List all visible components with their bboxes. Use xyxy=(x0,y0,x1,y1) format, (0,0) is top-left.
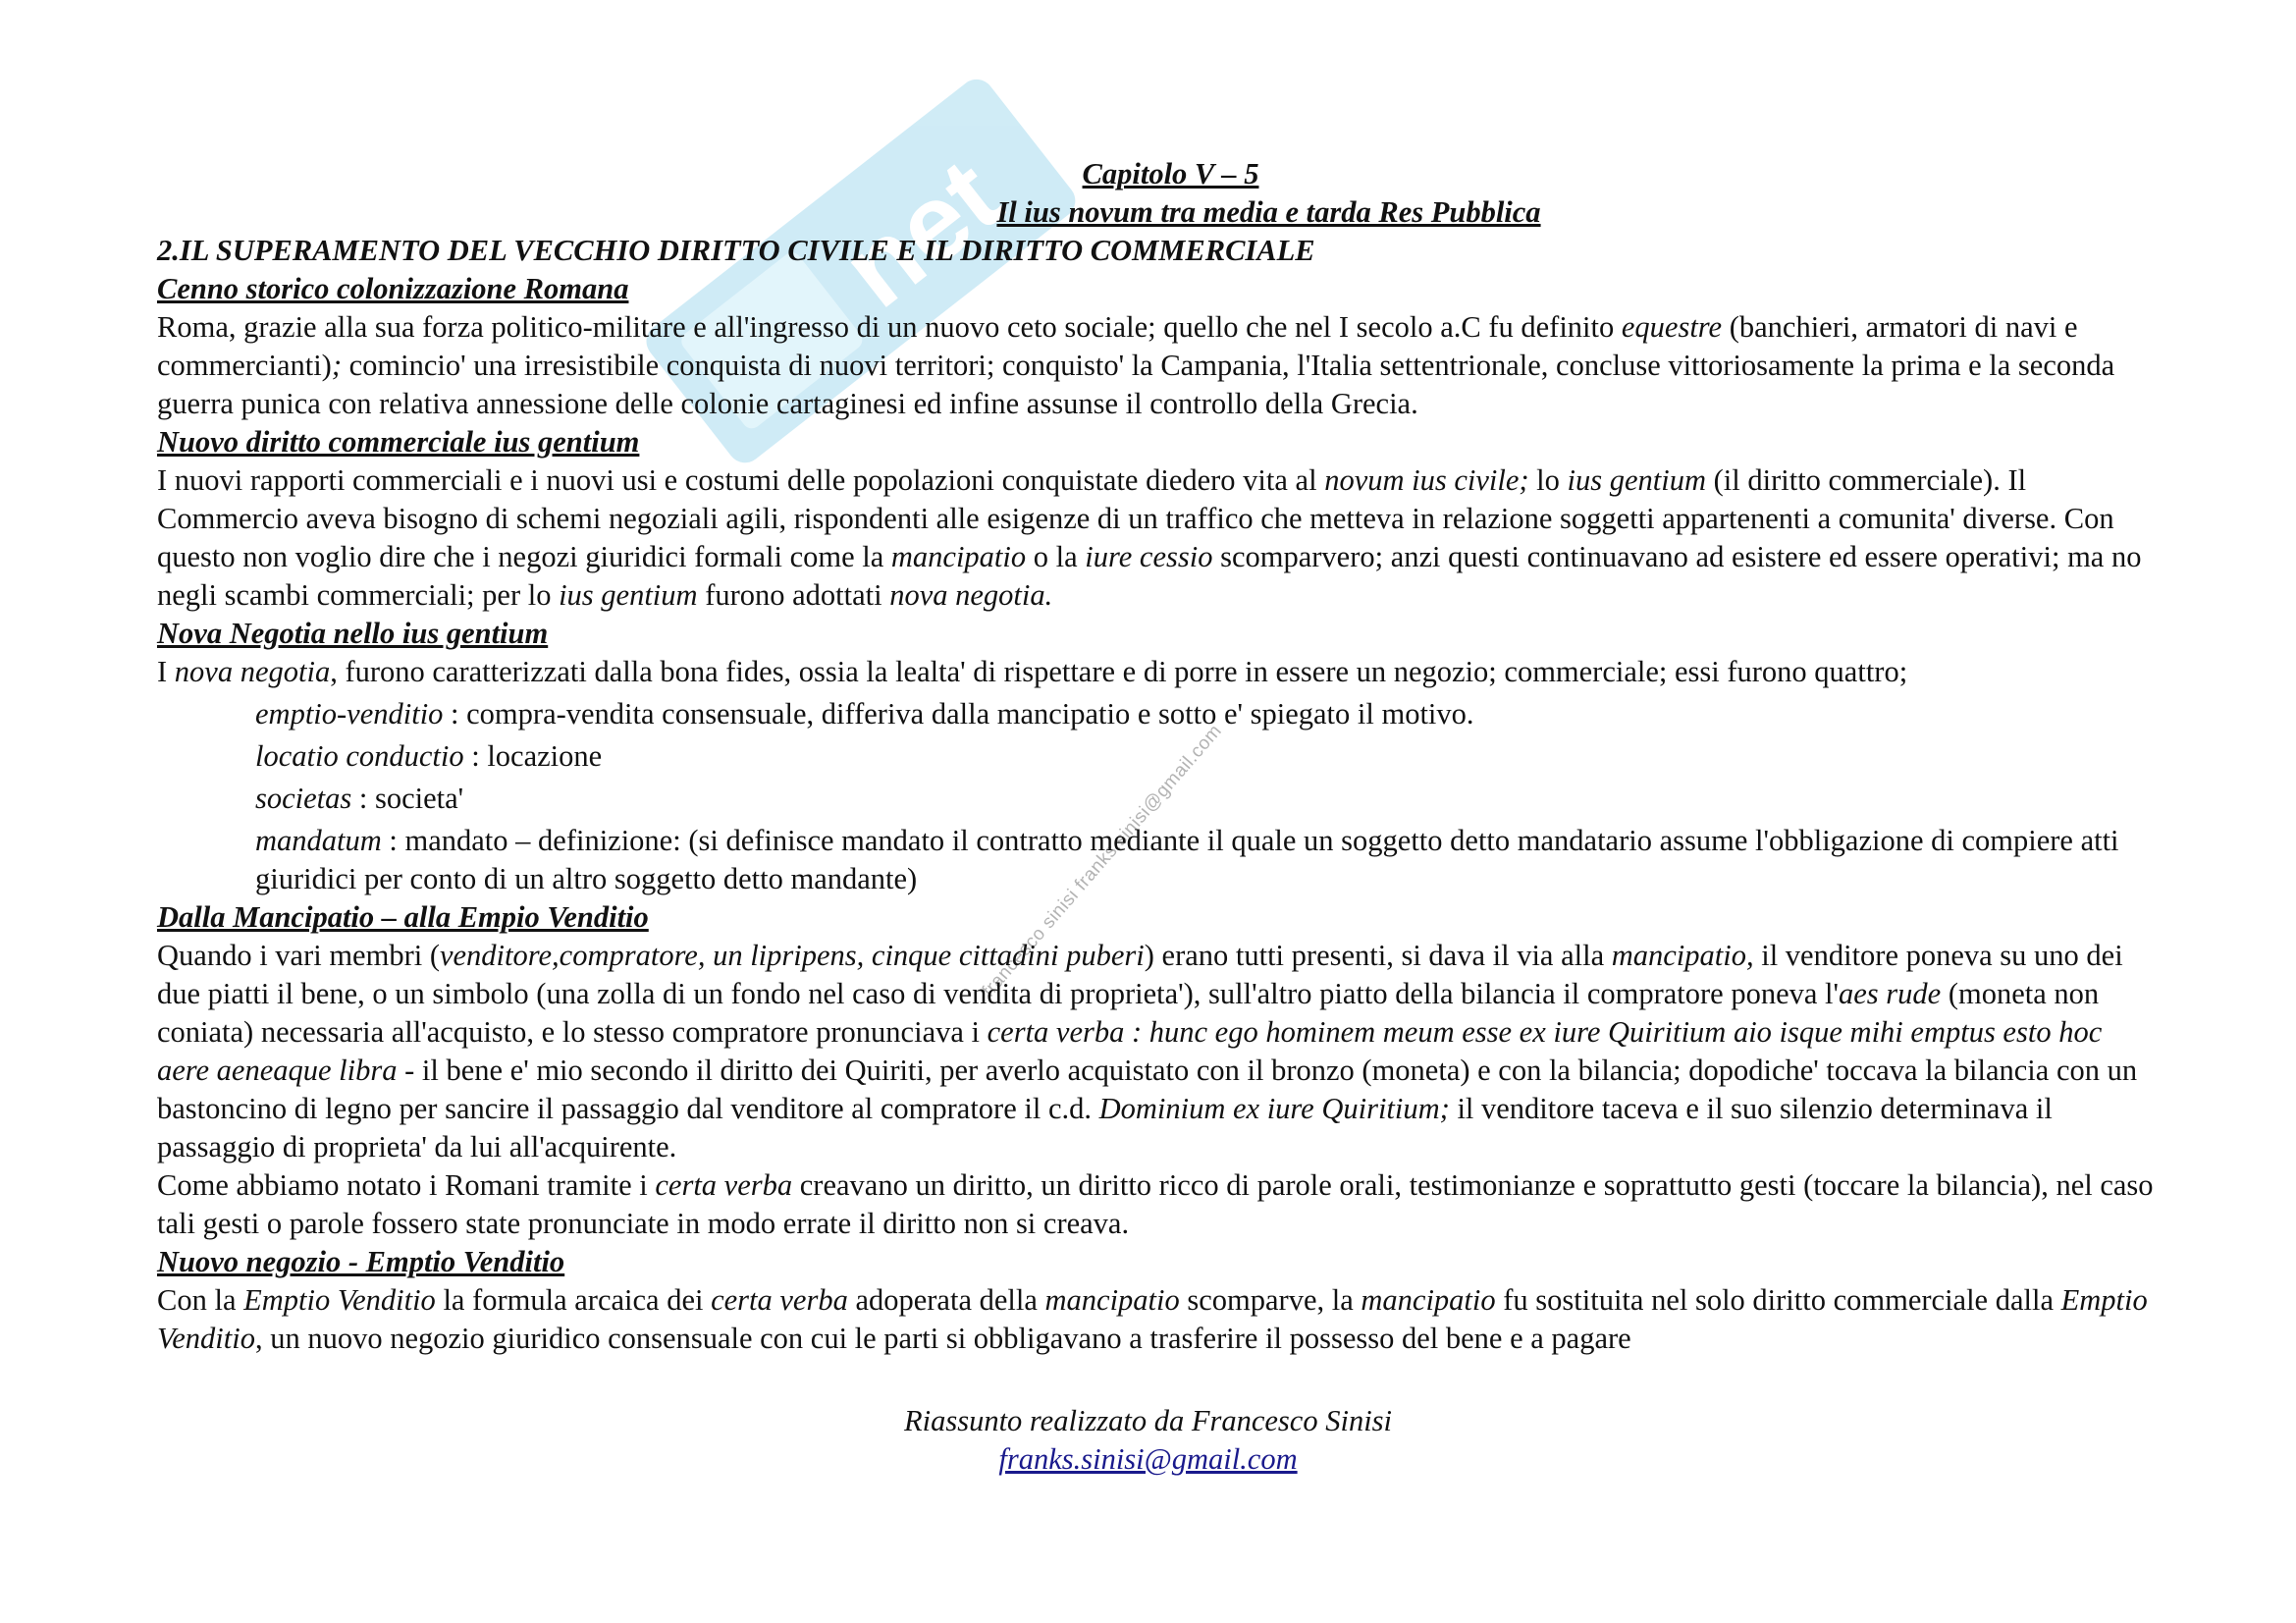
list-item: mandatum : mandato – definizione: (si definisce mandato il contratto mediante il quale un soggetto detto mandatario assume l'obbligazione di compiere atti giuridici per conto di un altro soggetto detto mandante) xyxy=(255,824,2119,895)
heading-mancipatio: Dalla Mancipatio – alla Empio Venditio xyxy=(157,900,649,934)
heading-emptio-venditio: Nuovo negozio - Emptio Venditio xyxy=(157,1245,565,1278)
section-title: 2.IL SUPERAMENTO DEL VECCHIO DIRITTO CIVILE E IL DIRITTO COMMERCIALE xyxy=(157,234,1315,267)
heading-cenno-storico: Cenno storico colonizzazione Romana xyxy=(157,272,629,305)
paragraph-certa-verba: Come abbiamo notato i Romani tramite i certa verba creavano un diritto, un diritto ricco di parole orali, testimonianze e soprattutto gesti (toccare la bilancia), nel caso tali gesti o parole fossero state pronunciate in modo errate il diritto non si creava. xyxy=(157,1168,2154,1240)
paragraph-mancipatio: Quando i vari membri (venditore,compratore, un lipripens, cinque cittadini puberi) erano tutti presenti, si dava il via alla mancipatio, il venditore poneva su uno dei due piatti il bene, o un simbolo (una zolla di un fondo nel caso di vendita di proprieta'), sull'altro piatto della bilancia il compratore poneva l'aes rude (moneta non coniata) necessaria all'acquisto, e lo stesso compratore pronunciava i certa verba : hunc ego hominem meum esse ex iure Quiritium aio isque mihi emptus esto hoc aere aeneaque libra - il bene e' mio secondo il diritto dei Quiriti, per averlo acquistato con il bronzo (moneta) e con la bilancia; dopodiche' toccava la bilancia con un bastoncino di legno per sancire il passaggio dal venditore al compratore il c.d. Dominium ex iure Quiritium; il venditore taceva e il suo silenzio determinava il passaggio di proprieta' da lui all'acquirente. xyxy=(157,939,2138,1163)
watermark-diagonal-text: francesco sinisi franks.sinisi@gmail.com xyxy=(978,720,1227,1001)
chapter-subtitle: Il ius novum tra media e tarda Res Pubblica xyxy=(996,195,1541,229)
heading-nova-negotia: Nova Negotia nello ius gentium xyxy=(157,617,549,650)
paragraph-cenno-storico: Roma, grazie alla sua forza politico-militare e all'ingresso di un nuovo ceto sociale; quello che nel I secolo a.C fu definito equestre (banchieri, armatori di navi e commercianti); comincio' una irresistibile conquista di nuovi territori; conquisto' la Campania, l'Italia settentrionale, concluse vittoriosamente la prima e la seconda guerra punica con relativa annessione delle colonie cartaginesi ed infine assunse il controllo della Grecia. xyxy=(157,310,2115,420)
watermark-logo-text: net xyxy=(820,135,1023,331)
page-footer xyxy=(0,1402,2296,1479)
list-item: emptio-venditio : compra-vendita consensuale, differiva dalla mancipatio e sotto e' spiegato il motivo. xyxy=(255,697,1474,730)
paragraph-nuovo-diritto: I nuovi rapporti commerciali e i nuovi usi e costumi delle popolazioni conquistate diedero vita al novum ius civile; lo ius gentium (il diritto commerciale). Il Commercio aveva bisogno di schemi negoziali agili, rispondenti alle esigenze di un traffico che metteva in relazione soggetti appartenenti a comunita' diverse. Con questo non voglio dire che i negozi giuridici formali come la mancipatio o la iure cessio scomparvero; anzi questi continuavano ad esistere ed essere operativi; ma no negli scambi commerciali; per lo ius gentium furono adottati nova negotia. xyxy=(157,463,2142,612)
list-item: societas : societa' xyxy=(255,782,464,815)
chapter-subtitle-row xyxy=(353,193,2160,232)
heading-nuovo-diritto: Nuovo diritto commerciale ius gentium xyxy=(157,425,640,459)
paragraph-emptio-venditio: Con la Emptio Venditio la formula arcaica dei certa verba adoperata della mancipatio scomparve, la mancipatio fu sostituita nel solo diritto commerciale dalla Emptio Venditio, un nuovo negozio giuridico consensuale con cui le parti si obbligavano a trasferire il possesso del bene e a pagare xyxy=(157,1283,2148,1355)
chapter-title: Capitolo V – 5 xyxy=(1082,157,1259,190)
paragraph-nova-negotia: I nova negotia, furono caratterizzati dalla bona fides, ossia la lealta' di rispettare e di porre in essere un negozio; commerciale; essi furono quattro; xyxy=(157,655,1908,688)
document-body xyxy=(157,155,2160,1358)
footer-email-link[interactable]: franks.sinisi@gmail.com xyxy=(998,1442,1298,1476)
chapter-heading xyxy=(157,155,2160,193)
footer-credit: Riassunto realizzato da Francesco Sinisi xyxy=(903,1404,1393,1437)
list-item: locatio conductio : locazione xyxy=(255,739,603,773)
